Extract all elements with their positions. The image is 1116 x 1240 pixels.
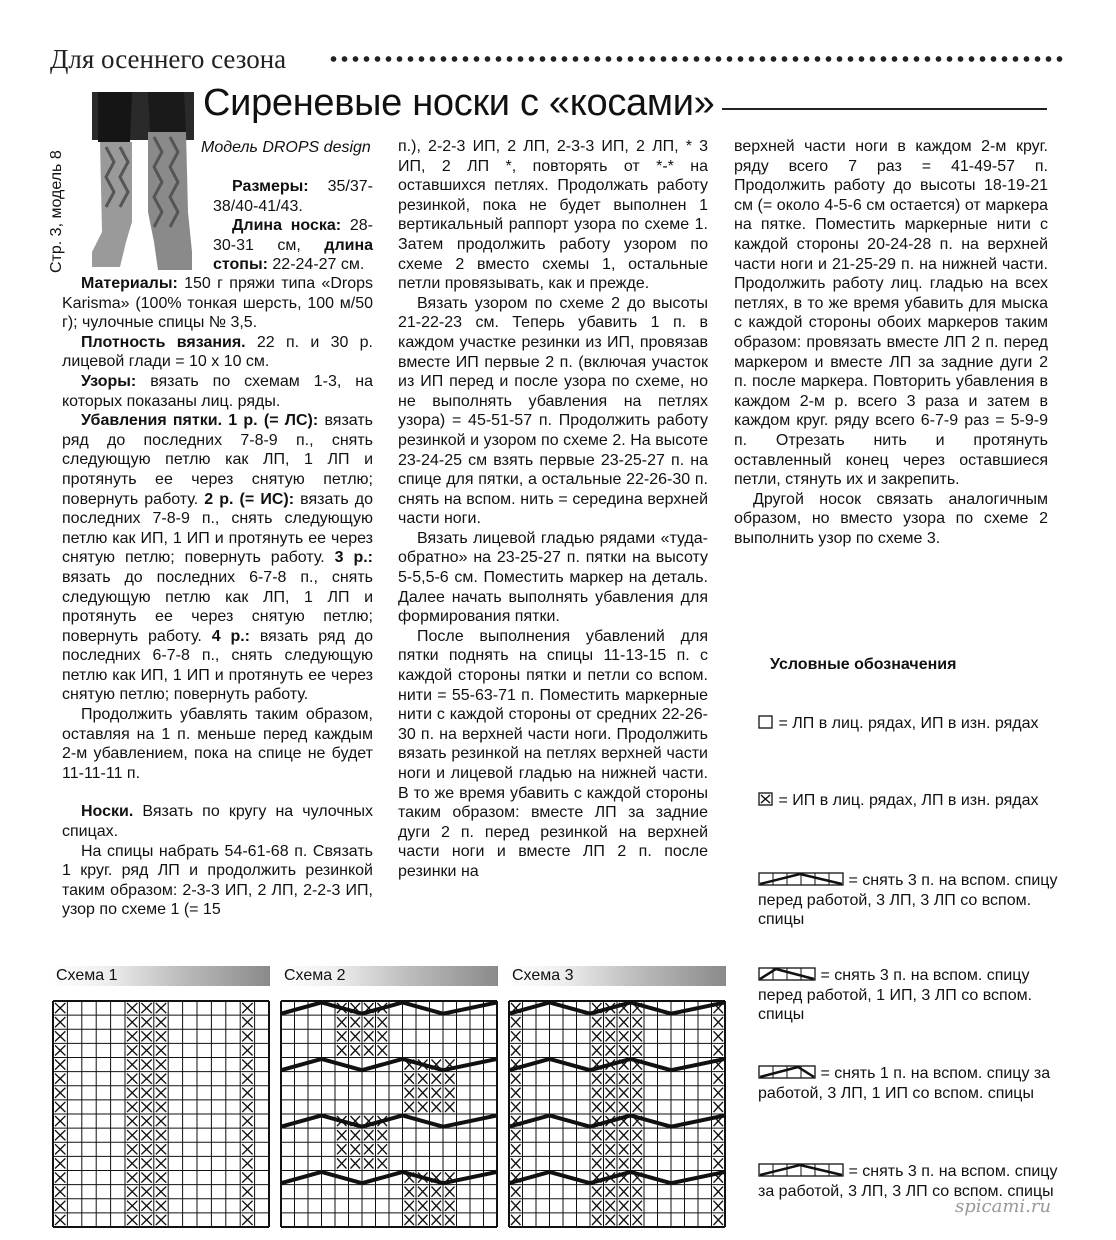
purl-mark xyxy=(55,1130,65,1140)
column-2: п.), 2-2-3 ИП, 2 ЛП, 2-3-3 ИП, 2 ЛП, * 3 ИП, 2 ЛП *, повторять от *-* на оставшихся петлях. Продолжать работу резинкой, пока не будет выполнен 1 вертикальный раппорт узора по схеме 1. Затем продолжить работу узором по схеме 2 вместо схемы 1, остальные петли провязывать, как и прежде. Вязать узором по схеме 2 до высоты 21-22-23 см. Теперь убавить 1 п. в каждом участке резинки из ИП, провязав вместе ИП первые 2 п. (включая участок из ИП перед и после узора по схеме, но не выполнять убавления на петлях узора) = 45-51-57 п. Продолжить работу резинкой и узором по схеме 2. На высоте 23-24-25 см взять первые 23-25-27 п. на спице для пятки, а остальные 22-26-30 п. снять на вспом. нить = середина верхней части ноги. Вязать лицевой гладью рядами «туда-обратно» на 23-25-27 п. пятки на высоту 5-5,5-6 см. Поместить маркер на деталь. Далее начать выполнять убавления для формирования пятки. После выполнения убавлений для пятки поднять на спицы 11-13-15 п. с каждой стороны пятки и петли со вспом. нити = 55-63-71 п. Поместить маркерные нити с каждой стороны от средних 22-26-30 п. на верхней части ноги. Продолжить вязать резинкой на петлях верхней части ноги и лицевой гладью на нижней части. В то же время убавить с каждой стороны таким образом: вместе ЛП за задние дуги 2 п. перед резинкой на верхней части ноги и вместе ЛП 2 п. после резинки на xyxy=(398,138,708,880)
purl-mark xyxy=(242,1017,252,1027)
purl-mark xyxy=(351,1130,361,1140)
purl-mark xyxy=(55,1116,65,1126)
title-rule xyxy=(722,108,1047,110)
purl-mark xyxy=(351,1017,361,1027)
purl-mark xyxy=(633,1031,643,1041)
purl-mark xyxy=(445,1102,455,1112)
purl-mark xyxy=(714,1074,724,1084)
purl-mark xyxy=(337,1031,347,1041)
purl-mark xyxy=(156,1031,166,1041)
section-title: Для осеннего сезона xyxy=(50,44,287,74)
purl-mark xyxy=(156,1045,166,1055)
purl-mark xyxy=(242,1158,252,1168)
purl-mark xyxy=(127,1215,137,1225)
purl-mark xyxy=(405,1102,415,1112)
purl-mark xyxy=(242,1031,252,1041)
purl-mark xyxy=(242,1045,252,1055)
purl-mark xyxy=(619,1158,629,1168)
purl-mark xyxy=(242,1173,252,1183)
purl-mark xyxy=(619,1187,629,1197)
purl-mark xyxy=(432,1187,442,1197)
purl-mark xyxy=(714,1088,724,1098)
purl-mark xyxy=(511,1187,521,1197)
purl-mark xyxy=(432,1074,442,1084)
purl-mark xyxy=(141,1031,151,1041)
dotted-rule xyxy=(328,52,1063,66)
model-credit: Модель DROPS design xyxy=(201,139,371,156)
purl-mark xyxy=(378,1144,388,1154)
purl-mark xyxy=(633,1088,643,1098)
purl-mark xyxy=(633,1130,643,1140)
scheme-2 xyxy=(280,966,498,1233)
purl-mark xyxy=(418,1215,428,1225)
purl-mark xyxy=(242,1215,252,1225)
purl-mark xyxy=(141,1158,151,1168)
purl-mark xyxy=(633,1074,643,1084)
purl-mark xyxy=(606,1187,616,1197)
purl-mark xyxy=(714,1102,724,1112)
purl-mark xyxy=(445,1187,455,1197)
purl-mark xyxy=(156,1173,166,1183)
purl-mark xyxy=(55,1045,65,1055)
purl-mark xyxy=(619,1088,629,1098)
scheme-3-grid xyxy=(508,1000,726,1228)
purl-mark xyxy=(619,1031,629,1041)
purl-mark xyxy=(606,1017,616,1027)
purl-mark xyxy=(445,1201,455,1211)
purl-mark xyxy=(364,1045,374,1055)
purl-mark xyxy=(606,1144,616,1154)
purl-mark xyxy=(633,1102,643,1112)
purl-mark xyxy=(592,1017,602,1027)
socks-photo xyxy=(92,92,194,270)
purl-mark xyxy=(127,1088,137,1098)
legend-item-cable-3x3-front: = снять 3 п. на вспом. спицу перед работой, 3 ЛП, 3 ЛП со вспом. спицы xyxy=(758,872,1058,929)
purl-mark xyxy=(127,1003,137,1013)
purl-mark xyxy=(242,1102,252,1112)
article-title: Сиреневые носки с «косами» xyxy=(203,82,715,124)
purl-mark xyxy=(418,1187,428,1197)
scheme-1-label: Схема 1 xyxy=(56,967,118,984)
purl-mark xyxy=(127,1031,137,1041)
purl-mark xyxy=(337,1045,347,1055)
purl-mark xyxy=(127,1173,137,1183)
purl-mark xyxy=(242,1003,252,1013)
purl-mark xyxy=(337,1158,347,1168)
purl-mark xyxy=(55,1003,65,1013)
purl-mark xyxy=(127,1116,137,1126)
purl-mark xyxy=(619,1130,629,1140)
purl-mark xyxy=(511,1201,521,1211)
purl-mark xyxy=(405,1088,415,1098)
purl-mark xyxy=(364,1144,374,1154)
purl-mark xyxy=(242,1144,252,1154)
purl-mark xyxy=(592,1201,602,1211)
cable-back-icon xyxy=(758,1065,816,1079)
purl-mark xyxy=(156,1130,166,1140)
purl-mark xyxy=(127,1130,137,1140)
purl-mark xyxy=(141,1102,151,1112)
purl-mark xyxy=(432,1102,442,1112)
purl-mark xyxy=(127,1187,137,1197)
purl-mark xyxy=(606,1130,616,1140)
purl-mark xyxy=(156,1088,166,1098)
legend-item-cable-3-1-front: = снять 3 п. на вспом. спицу перед работой, 1 ИП, 3 ЛП со вспом. спицы xyxy=(758,967,1033,1024)
purl-mark xyxy=(633,1187,643,1197)
scheme-2-label: Схема 2 xyxy=(284,967,346,984)
purl-mark xyxy=(156,1116,166,1126)
purl-mark xyxy=(351,1045,361,1055)
purl-mark xyxy=(55,1074,65,1084)
purl-mark xyxy=(141,1130,151,1140)
purl-mark xyxy=(445,1088,455,1098)
purl-mark xyxy=(55,1158,65,1168)
purl-mark xyxy=(633,1144,643,1154)
purl-mark xyxy=(714,1017,724,1027)
purl-mark xyxy=(633,1215,643,1225)
purl-mark xyxy=(405,1187,415,1197)
purl-mark xyxy=(337,1144,347,1154)
scheme-3 xyxy=(508,966,726,1233)
purl-mark xyxy=(351,1144,361,1154)
purl-mark xyxy=(351,1158,361,1168)
purl-mark xyxy=(592,1088,602,1098)
purl-mark xyxy=(714,1045,724,1055)
purl-mark xyxy=(405,1215,415,1225)
page-reference: Стр. 3, модель 8 xyxy=(48,150,65,273)
purl-mark xyxy=(592,1031,602,1041)
purl-mark xyxy=(714,1201,724,1211)
purl-mark xyxy=(606,1045,616,1055)
purl-mark xyxy=(127,1158,137,1168)
purl-mark xyxy=(619,1074,629,1084)
purl-mark xyxy=(511,1158,521,1168)
purl-mark xyxy=(156,1102,166,1112)
purl-mark xyxy=(55,1017,65,1027)
purl-mark xyxy=(606,1158,616,1168)
empty-cell-icon xyxy=(758,715,774,729)
purl-mark xyxy=(127,1045,137,1055)
purl-mark xyxy=(55,1060,65,1070)
purl-mark xyxy=(141,1074,151,1084)
purl-mark xyxy=(633,1045,643,1055)
purl-mark xyxy=(418,1088,428,1098)
legend-item-purl: = ИП в лиц. рядах, ЛП в изн. рядах xyxy=(758,791,1058,811)
purl-mark xyxy=(141,1201,151,1211)
purl-mark xyxy=(337,1017,347,1027)
scheme-2-grid xyxy=(280,1000,498,1228)
purl-mark xyxy=(156,1017,166,1027)
purl-mark xyxy=(127,1017,137,1027)
purl-mark xyxy=(592,1074,602,1084)
purl-mark xyxy=(127,1060,137,1070)
purl-mark xyxy=(432,1215,442,1225)
purl-mark xyxy=(418,1201,428,1211)
purl-mark xyxy=(55,1215,65,1225)
purl-mark xyxy=(127,1074,137,1084)
cable-purl-icon xyxy=(758,967,816,981)
purl-mark xyxy=(141,1003,151,1013)
purl-mark xyxy=(714,1187,724,1197)
sizes-block: Размеры: 35/37-38/40-41/43. Длина носка: 28-30-31 см, длина стопы: 22-24-27 см. xyxy=(213,178,373,274)
purl-mark xyxy=(511,1144,521,1154)
purl-mark xyxy=(592,1102,602,1112)
purl-mark xyxy=(606,1088,616,1098)
purl-mark xyxy=(55,1144,65,1154)
purl-mark xyxy=(714,1031,724,1041)
purl-mark xyxy=(242,1116,252,1126)
purl-mark xyxy=(511,1017,521,1027)
purl-mark xyxy=(364,1130,374,1140)
legend-item-knit: = ЛП в лиц. рядах, ИП в изн. рядах xyxy=(758,714,1058,734)
purl-mark xyxy=(511,1088,521,1098)
purl-mark xyxy=(141,1215,151,1225)
purl-mark xyxy=(378,1158,388,1168)
purl-mark xyxy=(242,1130,252,1140)
purl-mark xyxy=(511,1031,521,1041)
purl-mark xyxy=(55,1173,65,1183)
purl-mark xyxy=(156,1215,166,1225)
purl-mark xyxy=(619,1201,629,1211)
purl-mark xyxy=(242,1187,252,1197)
purl-mark xyxy=(592,1187,602,1197)
purl-mark xyxy=(378,1130,388,1140)
purl-mark xyxy=(364,1158,374,1168)
purl-mark xyxy=(378,1031,388,1041)
purl-mark xyxy=(242,1088,252,1098)
purl-mark xyxy=(156,1074,166,1084)
purl-mark xyxy=(364,1031,374,1041)
purl-mark xyxy=(156,1003,166,1013)
purl-mark xyxy=(619,1045,629,1055)
column-1: Материалы: 150 г пряжи типа «Drops Karisma» (100% тонкая шерсть, 100 м/50 г); чулочные спицы № 3,5. Плотность вязания. 22 п. и 30 р. лицевой глади = 10 х 10 см. Узоры: вязать по схемам 1-3, на которых показаны лиц. ряды. Убавления пятки. 1 р. (= ЛС): вязать ряд до последних 7-8-9 п., снять следующую петлю как ЛП, 1 ЛП и протянуть ее через снятую петлю; повернуть работу. 2 р. (= ИС): вязать до последних 7-8-9 п., снять следующую петлю как ИП, 1 ИП и протянуть ее через снятую петлю; повернуть работу. 3 р.: вязать до последних 6-7-8 п., снять следующую петлю как ЛП, 1 ЛП и протянуть ее через снятую петлю; повернуть работу. 4 р.: вязать ряд до последних 6-7-8 п., снять следующую петлю как ИП, 1 ИП и протянуть ее через снятую петлю; повернуть работу. Продолжить убавлять таким образом, оставляя на 1 п. меньше перед каждым 2-м убавлением, пока на спице не будет 11-11-11 п. Носки. Вязать по кругу на чулочных спицах. На спицы набрать 54-61-68 п. Связать 1 круг. ряд ЛП и продолжить резинкой таким образом: 2-3-3 ИП, 2 ЛП, 2-2-3 ИП, узор по схеме 1 (= 15 xyxy=(62,275,373,919)
purl-mark xyxy=(55,1187,65,1197)
purl-mark xyxy=(364,1017,374,1027)
purl-mark xyxy=(714,1144,724,1154)
purl-mark xyxy=(606,1102,616,1112)
purl-mark xyxy=(242,1201,252,1211)
purl-mark xyxy=(592,1215,602,1225)
purl-mark xyxy=(633,1158,643,1168)
purl-mark xyxy=(141,1116,151,1126)
purl-mark xyxy=(141,1187,151,1197)
purl-mark xyxy=(714,1215,724,1225)
purl-mark xyxy=(619,1144,629,1154)
purl-mark xyxy=(606,1215,616,1225)
purl-mark xyxy=(418,1102,428,1112)
purl-mark xyxy=(378,1017,388,1027)
legend-item-cable-3x3-back: = снять 3 п. на вспом. спицу за работой, 3 ЛП, 3 ЛП со вспом. спицы xyxy=(758,1163,1058,1200)
purl-mark xyxy=(55,1201,65,1211)
purl-mark xyxy=(127,1144,137,1154)
purl-mark xyxy=(619,1017,629,1027)
purl-mark xyxy=(511,1215,521,1225)
scheme-3-label: Схема 3 xyxy=(512,967,574,984)
purl-mark xyxy=(337,1130,347,1140)
purl-mark xyxy=(619,1215,629,1225)
purl-mark xyxy=(141,1045,151,1055)
purl-mark xyxy=(405,1074,415,1084)
purl-mark xyxy=(633,1017,643,1027)
purl-mark xyxy=(156,1158,166,1168)
purl-mark xyxy=(432,1088,442,1098)
purl-mark xyxy=(127,1201,137,1211)
purl-mark xyxy=(55,1031,65,1041)
purl-mark xyxy=(606,1201,616,1211)
purl-mark xyxy=(242,1060,252,1070)
scheme-1 xyxy=(52,966,270,1233)
purl-mark xyxy=(432,1201,442,1211)
purl-mark xyxy=(55,1088,65,1098)
purl-mark xyxy=(592,1158,602,1168)
purl-mark xyxy=(714,1130,724,1140)
purl-mark xyxy=(141,1144,151,1154)
cable-front-icon xyxy=(758,872,844,886)
purl-mark xyxy=(592,1144,602,1154)
purl-mark xyxy=(141,1088,151,1098)
purl-mark xyxy=(511,1045,521,1055)
cross-cell-icon xyxy=(758,792,774,806)
purl-mark xyxy=(511,1130,521,1140)
purl-mark xyxy=(592,1045,602,1055)
purl-mark xyxy=(445,1074,455,1084)
purl-mark xyxy=(511,1074,521,1084)
cable-back-wide-icon xyxy=(758,1163,844,1177)
purl-mark xyxy=(141,1173,151,1183)
column-3: верхней части ноги в каждом 2-м круг. ряду всего 7 раз = 41-49-57 п. Продолжить работу до высоты 18-19-21 см (= около 4-5-6 см остается) от маркера на пятке. Поместить маркерные нити с каждой стороны 20-24-28 п. на верхней части ноги и 21-25-29 п. на нижней части. Продолжить работу лиц. гладью на всех петлях, в то же время убавить для мыска с каждой стороны обоих маркеров таким образом: провязать вместе ЛП 2 п. перед маркером и вместе ЛП за задние дуги 2 п. после маркера. Повторить убавления в каждом 2-м р. всего 3 раза и затем в каждом круг. ряду всего 6-7-9 раз = 5-9-9 п. Отрезать нить и протянуть оставленный конец через оставшиеся петли, стянуть их и закрепить. Другой носок связать аналогичным образом, но вместо узора по схеме 2 выполнить узор по схеме 3. xyxy=(734,138,1048,547)
purl-mark xyxy=(633,1201,643,1211)
purl-mark xyxy=(418,1074,428,1084)
purl-mark xyxy=(405,1201,415,1211)
purl-mark xyxy=(156,1060,166,1070)
purl-mark xyxy=(55,1102,65,1112)
purl-mark xyxy=(445,1215,455,1225)
purl-mark xyxy=(592,1130,602,1140)
purl-mark xyxy=(619,1102,629,1112)
legend-title: Условные обозначения xyxy=(770,656,957,673)
purl-mark xyxy=(156,1144,166,1154)
watermark: spicami.ru xyxy=(955,1196,1052,1217)
purl-mark xyxy=(156,1187,166,1197)
purl-mark xyxy=(141,1060,151,1070)
scheme-1-grid xyxy=(52,1000,270,1228)
legend-item-cable-1-3-back: = снять 1 п. на вспом. спицу за работой, 3 ЛП, 1 ИП со вспом. спицы xyxy=(758,1065,1051,1102)
purl-mark xyxy=(141,1017,151,1027)
purl-mark xyxy=(714,1158,724,1168)
purl-mark xyxy=(511,1102,521,1112)
purl-mark xyxy=(127,1102,137,1112)
purl-mark xyxy=(606,1074,616,1084)
purl-mark xyxy=(351,1031,361,1041)
purl-mark xyxy=(242,1074,252,1084)
purl-mark xyxy=(378,1045,388,1055)
purl-mark xyxy=(156,1201,166,1211)
purl-mark xyxy=(606,1031,616,1041)
